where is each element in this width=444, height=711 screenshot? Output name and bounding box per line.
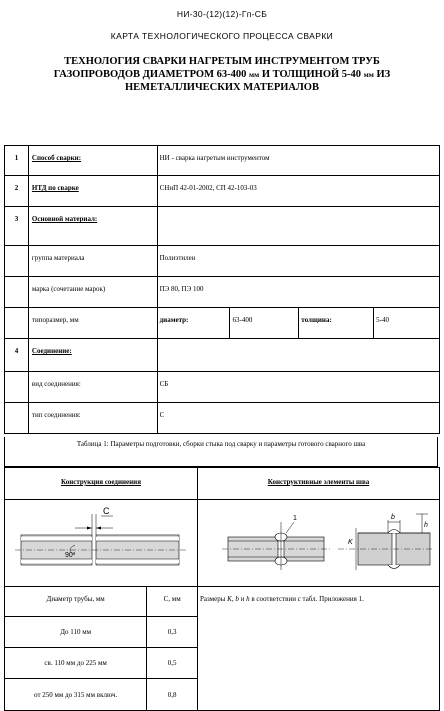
- joint-design-diagram-cell: [5, 500, 198, 587]
- table-row: [5, 587, 440, 617]
- joint-type-label: вид соединения:: [28, 372, 157, 403]
- gap-c-header: С, мм: [147, 587, 198, 617]
- empty-cell: [5, 246, 29, 277]
- note-prefix: Размеры: [200, 595, 226, 603]
- angle-label: 90°: [65, 552, 76, 559]
- thickness-label: толщина:: [299, 308, 374, 339]
- document-title: [0, 55, 444, 94]
- callout-1-label: 1: [293, 515, 297, 522]
- dimension-h-label: h: [424, 522, 428, 529]
- title-unit-2: мм: [363, 70, 374, 79]
- joint-type-value: СБ: [157, 372, 439, 403]
- material-group-label: группа материала: [28, 246, 157, 277]
- gap-c-label: С: [103, 506, 110, 516]
- table-row: [5, 176, 440, 207]
- gap-c-cell: 0,8: [147, 679, 198, 711]
- title-line-2b: И ТОЛЩИНОЙ 5-40: [261, 69, 362, 80]
- table-row: [5, 146, 440, 176]
- dimensions-note: [198, 587, 440, 711]
- table-row: [5, 500, 440, 587]
- table-row: [5, 308, 440, 339]
- table-row: [5, 277, 440, 308]
- dimension-k-label: K: [348, 539, 353, 546]
- weld-elements-header: Конструктивные элементы шва: [198, 468, 440, 500]
- weld-bead-diagram: [198, 500, 439, 584]
- gap-c-cell: 0,3: [147, 617, 198, 648]
- table-row: [5, 403, 440, 434]
- table-row: [5, 246, 440, 277]
- pipe-diameter-header: Диаметр трубы, мм: [5, 587, 147, 617]
- empty-cell: [5, 277, 29, 308]
- title-line-2a: ГАЗОПРОВОДОВ ДИАМЕТРОМ 63-400: [53, 69, 247, 80]
- diameter-value: 63-400: [230, 308, 299, 339]
- table-row: [5, 207, 440, 246]
- empty-cell: [157, 339, 439, 372]
- note-and: и: [240, 595, 245, 603]
- weld-elements-diagram-cell: [198, 500, 440, 587]
- welding-method-value: НИ - сварка нагретым инструментом: [157, 146, 439, 176]
- title-line-1: ТЕХНОЛОГИЯ СВАРКИ НАГРЕТЫМ ИНСТРУМЕНТОМ ТРУБ: [64, 56, 380, 67]
- note-k: K,: [227, 595, 234, 603]
- pipe-diameter-cell: от 250 мм до 315 мм включ.: [5, 679, 147, 711]
- pipe-joint-diagram: [5, 500, 197, 584]
- joint-label: Соединение:: [28, 339, 157, 372]
- empty-cell: [5, 308, 29, 339]
- table-row: [5, 468, 440, 500]
- size-label: типоразмер, мм: [28, 308, 157, 339]
- joint-kind-value: С: [157, 403, 439, 434]
- joint-design-table: [4, 467, 440, 711]
- material-brand-value: ПЭ 80, ПЭ 100: [157, 277, 439, 308]
- pipe-diameter-cell: св. 110 мм до 225 мм: [5, 648, 147, 679]
- welding-method-label: Способ сварки:: [28, 146, 157, 176]
- row-number: 1: [5, 146, 29, 176]
- table-row: [5, 339, 440, 372]
- material-group-value: Полиэтилен: [157, 246, 439, 277]
- title-unit-1: мм: [249, 70, 260, 79]
- joint-design-header: Конструкция соединения: [5, 468, 198, 500]
- card-title: КАРТА ТЕХНОЛОГИЧЕСКОГО ПРОЦЕССА СВАРКИ: [110, 31, 334, 41]
- empty-cell: [157, 207, 439, 246]
- row-number: 4: [5, 339, 29, 372]
- thickness-value: 5-40: [374, 308, 440, 339]
- gap-c-cell: 0,5: [147, 648, 198, 679]
- base-material-label: Основной материал:: [28, 207, 157, 246]
- note-b: b: [235, 595, 239, 603]
- note-h: h: [246, 595, 250, 603]
- process-parameters-table: [4, 145, 440, 434]
- diameter-label: диаметр:: [157, 308, 230, 339]
- title-line-3: НЕМЕТАЛЛИЧЕСКИХ МАТЕРИАЛОВ: [125, 82, 319, 93]
- table-row: [5, 372, 440, 403]
- row-number: 3: [5, 207, 29, 246]
- dimension-b-label: b: [391, 514, 395, 521]
- ntd-label: НТД по сварке: [28, 176, 157, 207]
- row-number: 2: [5, 176, 29, 207]
- empty-cell: [5, 403, 29, 434]
- pipe-diameter-cell: До 110 мм: [5, 617, 147, 648]
- note-tail: в соответствии с табл. Приложения 1.: [251, 595, 364, 603]
- ntd-value: СНиП 42-01-2002, СП 42-103-03: [157, 176, 439, 207]
- material-brand-label: марка (сочетание марок): [28, 277, 157, 308]
- empty-cell: [5, 372, 29, 403]
- title-line-2c: ИЗ: [376, 69, 391, 80]
- joint-kind-label: тип соединения:: [28, 403, 157, 434]
- table1-caption: Таблица 1: Параметры подготовки, сборки стыка под сварку и параметры готового сварного шва: [4, 437, 438, 467]
- document-code: НИ-30-(12)(12)-Гп-СБ: [176, 9, 268, 19]
